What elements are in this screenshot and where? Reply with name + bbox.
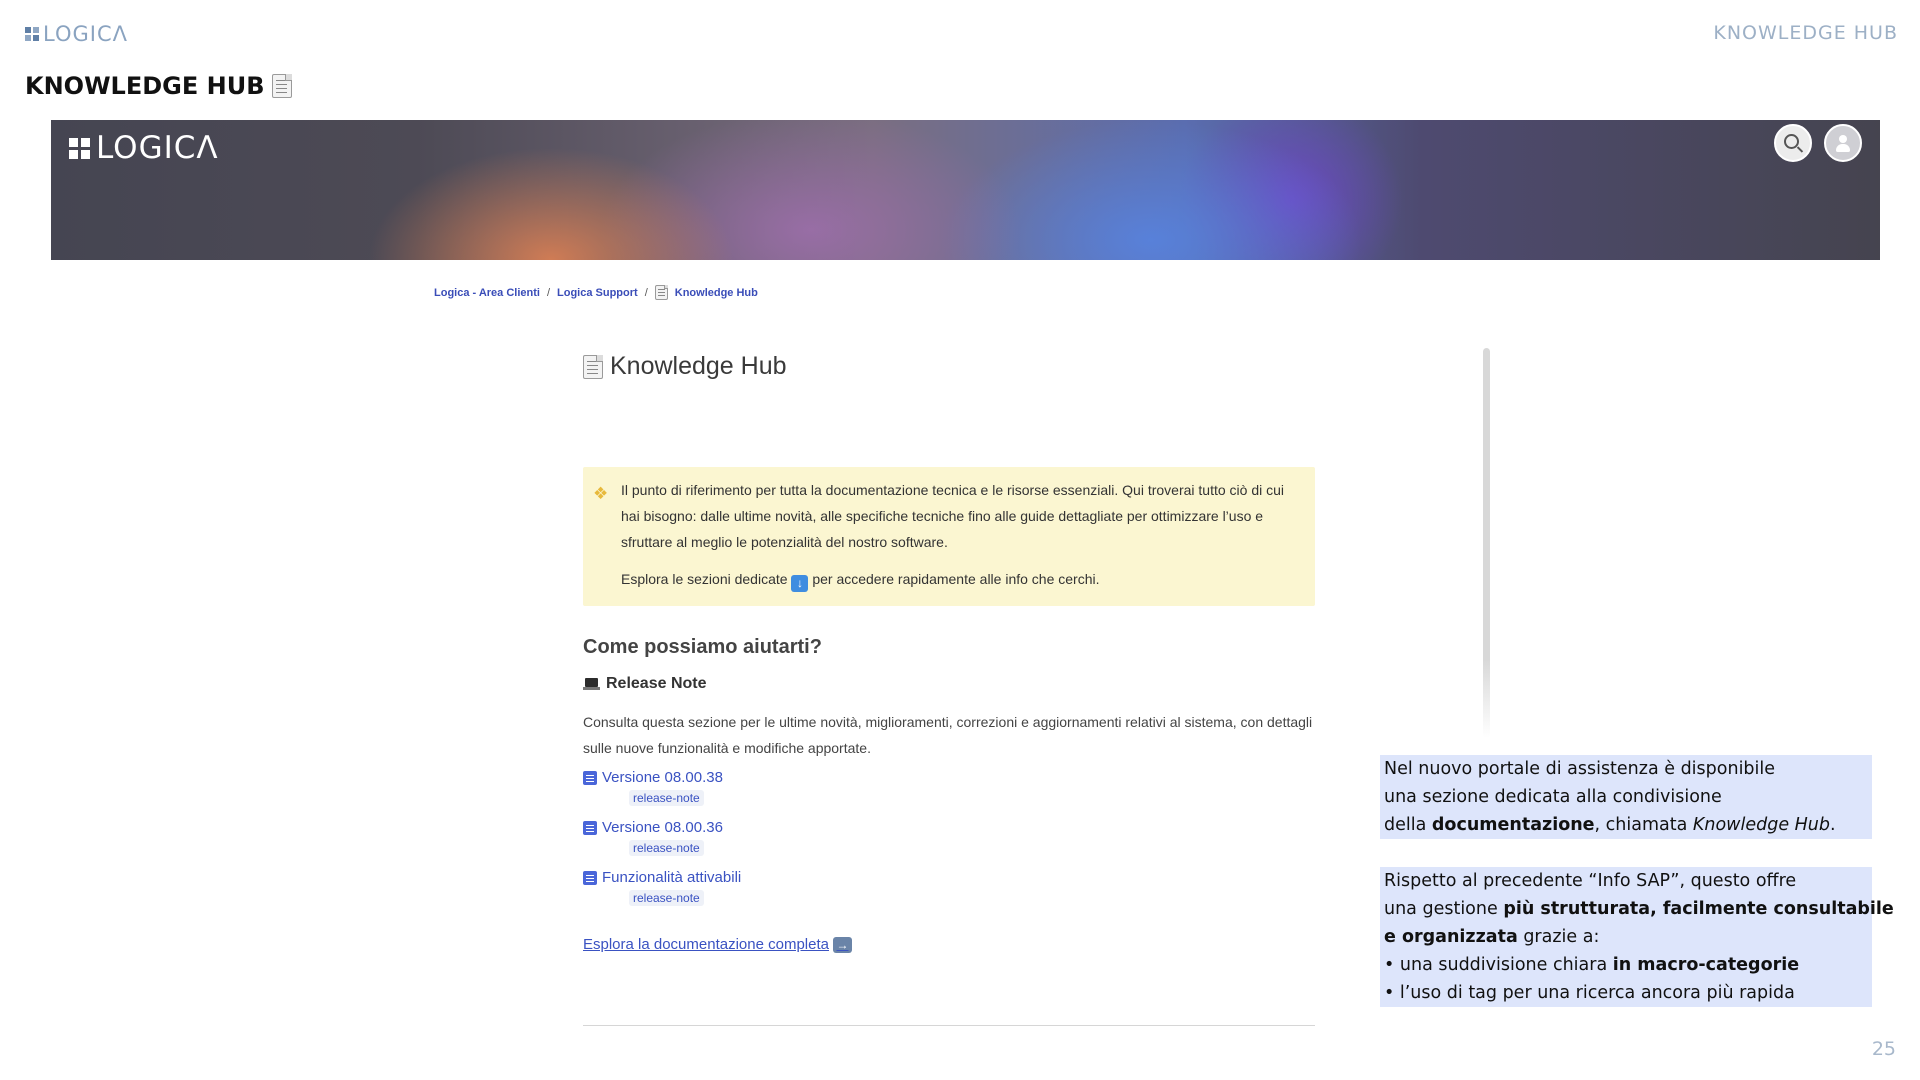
- release-note-link[interactable]: [583, 769, 1315, 786]
- tag-badge[interactable]: release-note: [629, 890, 704, 906]
- paragraph-gap: [1380, 839, 1872, 867]
- text-fragment: • una suddivisione chiara: [1384, 955, 1613, 975]
- info-panel: [583, 467, 1315, 606]
- page-number: 25: [1871, 1038, 1896, 1060]
- release-note-link[interactable]: [583, 819, 1315, 836]
- arrow-down-icon: ↓: [791, 575, 808, 592]
- page-icon: [583, 771, 597, 785]
- document-icon: [655, 285, 668, 300]
- page-icon: [583, 871, 597, 885]
- slide-title: [25, 72, 292, 100]
- laptop-icon: [583, 678, 600, 690]
- text-fragment-bold: più strutturata, facilmente consultabile: [1503, 899, 1894, 919]
- text-fragment-italic: Knowledge Hub: [1692, 815, 1831, 835]
- text-fragment-bold: documentazione: [1431, 815, 1595, 835]
- breadcrumb-separator: /: [644, 286, 648, 299]
- list-item: [583, 819, 1315, 857]
- slide-logo: [25, 22, 128, 46]
- document-icon: [583, 355, 603, 379]
- description-line: [1380, 951, 1872, 979]
- list-item: [583, 869, 1315, 907]
- release-note-link[interactable]: [583, 869, 1315, 886]
- description-line: Rispetto al precedente “Info SAP”, questo offre: [1380, 867, 1872, 895]
- list-item: [583, 769, 1315, 807]
- slide-logo-text: LOGICΛ: [43, 22, 128, 46]
- text-fragment: , chiamata: [1594, 815, 1693, 835]
- panel-explore-text-end: per accedere rapidamente alle info che cerchi.: [812, 571, 1100, 587]
- description-line: una sezione dedicata alla condivisione: [1380, 783, 1872, 811]
- search-button[interactable]: [1774, 124, 1812, 162]
- slide-title-text: KNOWLEDGE HUB: [25, 72, 265, 100]
- release-note-heading-text: Release Note: [606, 675, 707, 692]
- panel-intro-text: Il punto di riferimento per tutta la documentazione tecnica e le risorse essenziali. Qui troverai tutto ciò di cui hai bisogno: dalle ultime novità, alle specifiche tecniche fino alle guide dettagliate per ottimizzare l’uso e sfruttare al meglio le potenzialità del nostro software.: [621, 482, 1284, 550]
- logo-mark-icon: [69, 138, 90, 159]
- tag-badge[interactable]: release-note: [629, 790, 704, 806]
- page-content: [583, 352, 1315, 954]
- text-fragment: della: [1384, 815, 1432, 835]
- description-line: [1380, 811, 1872, 839]
- text-fragment: .: [1830, 815, 1836, 835]
- release-note-description: Consulta questa sezione per le ultime novità, miglioramenti, correzioni e aggiornamenti relativi al sistema, con dettagli sulle nuove funzionalità e modifiche apportate.: [583, 714, 1313, 756]
- breadcrumb: [434, 285, 758, 300]
- explore-documentation-link[interactable]: [583, 936, 852, 953]
- release-note-title: Versione 08.00.38: [602, 769, 723, 786]
- section-heading: Come possiamo aiutarti?: [583, 636, 822, 658]
- scrollbar[interactable]: [1483, 348, 1490, 738]
- explore-link-text: Esplora la documentazione completa: [583, 936, 829, 953]
- logo-mark-icon: [25, 27, 39, 41]
- portal-banner: [51, 120, 1880, 260]
- panel-explore-text: [621, 566, 1297, 592]
- breadcrumb-item-area-clienti[interactable]: Logica - Area Clienti: [434, 286, 540, 299]
- page-title-text: Knowledge Hub: [610, 352, 787, 380]
- description-box: [1380, 755, 1894, 1007]
- portal-logo[interactable]: [69, 130, 219, 166]
- description-line: • l’uso di tag per una ricerca ancora più rapida: [1380, 979, 1872, 1007]
- release-note-title: Funzionalità attivabili: [602, 869, 742, 886]
- page-title: [583, 352, 1315, 381]
- panel-explore-text-start: Esplora le sezioni dedicate: [621, 571, 788, 587]
- text-fragment: una gestione: [1384, 899, 1504, 919]
- document-icon: [272, 74, 292, 98]
- description-line: [1380, 895, 1894, 923]
- description-line: [1380, 923, 1872, 951]
- breadcrumb-separator: /: [546, 286, 551, 299]
- portal-logo-text: LOGICΛ: [96, 130, 219, 166]
- divider: [583, 1025, 1315, 1026]
- release-note-heading: [583, 675, 1315, 693]
- breadcrumb-item-logica-support[interactable]: Logica Support: [557, 286, 638, 299]
- search-icon: [1784, 134, 1799, 149]
- text-fragment: grazie a:: [1517, 927, 1600, 947]
- slide-header-label: KNOWLEDGE HUB: [1713, 22, 1898, 44]
- tag-badge[interactable]: release-note: [629, 840, 704, 856]
- arrow-right-icon: →: [833, 937, 852, 953]
- profile-button[interactable]: [1824, 124, 1862, 162]
- page-icon: [583, 821, 597, 835]
- user-avatar-icon: [1832, 132, 1854, 154]
- breadcrumb-item-knowledge-hub[interactable]: Knowledge Hub: [674, 286, 758, 299]
- description-line: Nel nuovo portale di assistenza è disponibile: [1380, 755, 1872, 783]
- release-note-list: [583, 769, 1315, 907]
- release-note-title: Versione 08.00.36: [602, 819, 723, 836]
- text-fragment-bold: in macro-categorie: [1612, 955, 1800, 975]
- text-fragment-bold: e organizzata: [1384, 927, 1518, 947]
- wave-hand-icon: ❖: [593, 484, 609, 503]
